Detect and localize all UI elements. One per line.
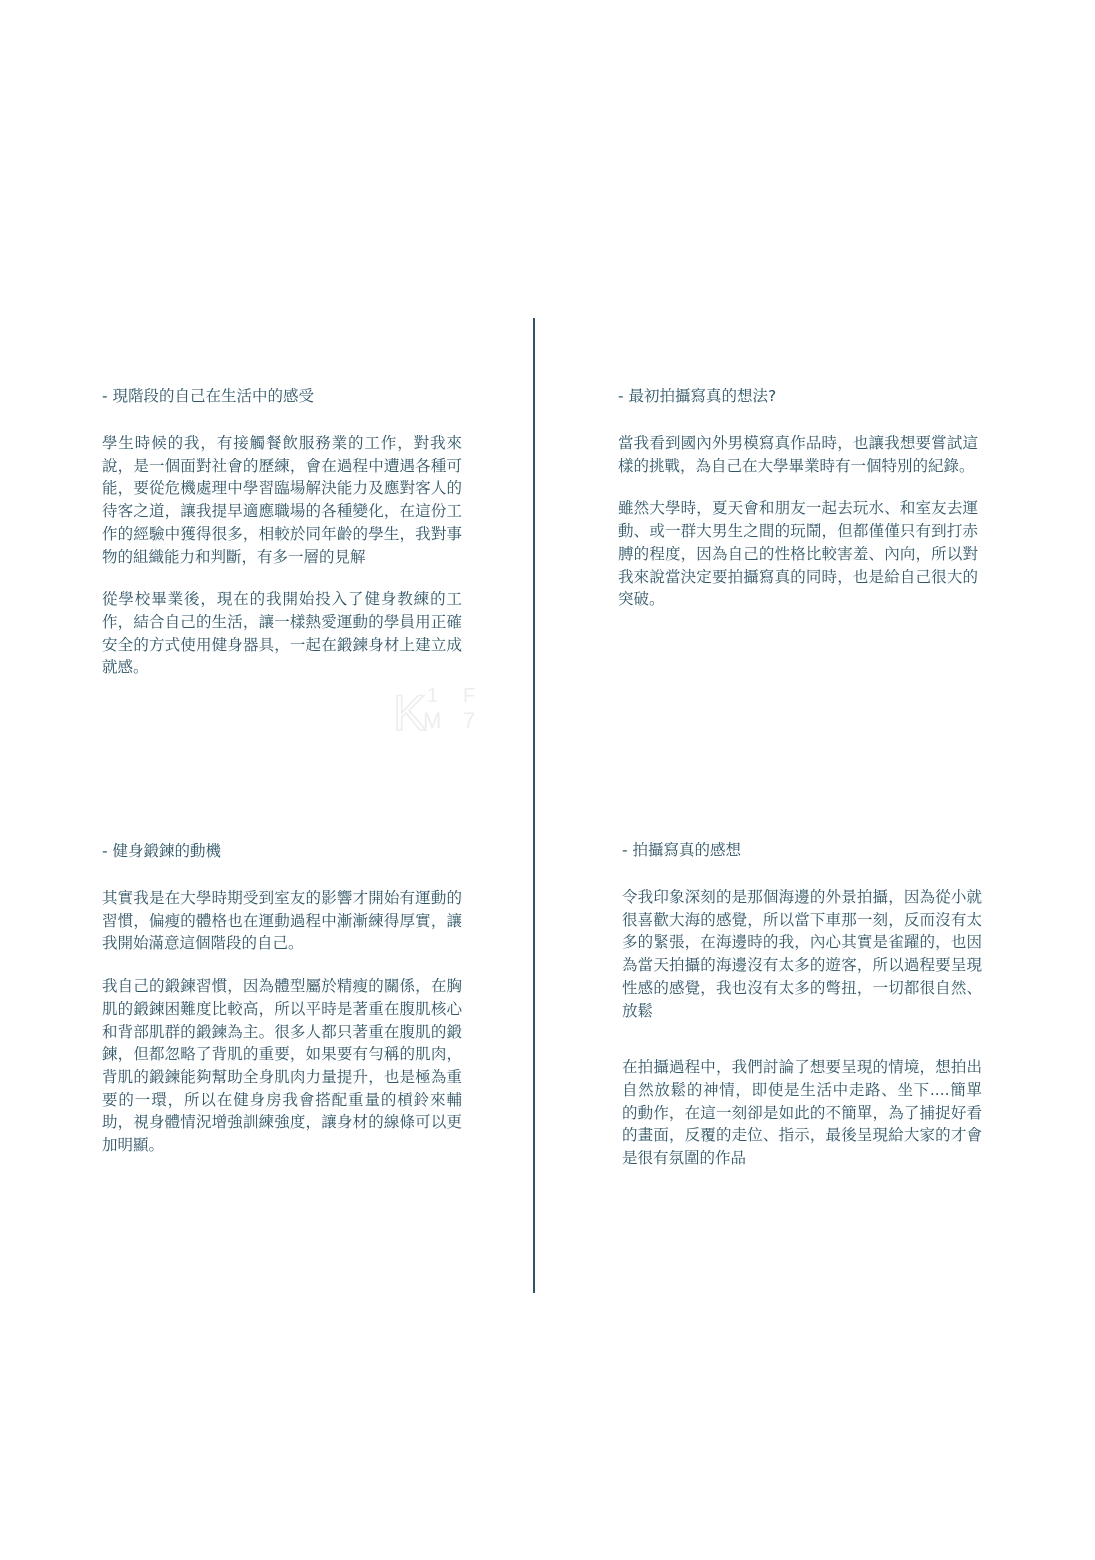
center-divider-line bbox=[533, 318, 535, 1293]
watermark-letter-f: F bbox=[463, 685, 476, 707]
section-heading: - 健身鍛鍊的動機 bbox=[102, 842, 222, 860]
section-paragraph: 從學校畢業後，現在的我開始投入了健身教練的工作，結合自己的生活，讓一樣熱愛運動的學員用正確安全的方式使用健身器具，一起在鍛鍊身材上建立成就感。 bbox=[102, 590, 462, 677]
section-shoot-reflections bbox=[622, 840, 982, 1190]
section-current-feelings bbox=[102, 386, 462, 699]
section-paragraph: 其實我是在大學時期受到室友的影響才開始有運動的習慣，偏瘦的體格也在運動過程中漸漸練得厚實，讓我開始滿意這個階段的自己。 bbox=[102, 889, 462, 953]
section-heading: - 現階段的自己在生活中的感受 bbox=[102, 387, 315, 405]
watermark-letter-k: K bbox=[393, 685, 427, 734]
section-initial-idea bbox=[618, 386, 978, 631]
watermark-letter-m: M bbox=[423, 708, 442, 733]
section-heading: - 最初拍攝寫真的想法? bbox=[618, 387, 777, 405]
section-paragraph: 我自己的鍛鍊習慣，因為體型屬於精瘦的關係，在胸肌的鍛鍊困難度比較高，所以平時是著重在腹肌核心和背部肌群的鍛鍊為主。很多人都只著重在腹肌的鍛鍊，但都忽略了背肌的重要，如果要有勻稱的肌肉，背肌的鍛鍊能夠幫助全身肌肉力量提升，也是極為重要的一環，所以在健身房我會搭配重量的槓鈴來輔助，視身體情況增強訓練強度，讓身材的線條可以更加明顯。 bbox=[102, 977, 462, 1155]
watermark-digit-1: 1 bbox=[427, 685, 439, 707]
section-fitness-motivation bbox=[102, 841, 462, 1177]
section-paragraph: 在拍攝過程中，我們討論了想要呈現的情境，想拍出自然放鬆的神情，即使是生活中走路、坐下....簡單的動作，在這一刻卻是如此的不簡單，為了捕捉好看的畫面，反覆的走位、指示，最後呈現給大家的才會是很有氛圍的作品 bbox=[622, 1058, 982, 1168]
section-paragraph: 學生時候的我，有接觸餐飲服務業的工作，對我來說，是一個面對社會的歷練，會在過程中遭遇各種可能，要從危機處理中學習臨場解決能力及應對客人的待客之道，讓我提早適應職場的各種變化，在這份工作的經驗中獲得很多，相較於同年齡的學生，我對事物的組織能力和判斷，有多一層的見解 bbox=[102, 434, 462, 566]
watermark-logo bbox=[393, 682, 485, 734]
section-paragraph: 當我看到國內外男模寫真作品時，也讓我想要嘗試這樣的挑戰，為自己在大學畢業時有一個特別的紀錄。 bbox=[618, 434, 978, 475]
section-paragraph: 令我印象深刻的是那個海邊的外景拍攝，因為從小就很喜歡大海的感覺，所以當下車那一刻，反而沒有太多的緊張，在海邊時的我，內心其實是雀躍的，也因為當天拍攝的海邊沒有太多的遊客，所以過程要呈現性感的感覺，我也沒有太多的彆扭，一切都很自然、放鬆 bbox=[622, 888, 982, 1020]
watermark-digit-7: 7 bbox=[463, 708, 476, 733]
section-heading: - 拍攝寫真的感想 bbox=[622, 841, 742, 859]
section-paragraph: 雖然大學時，夏天會和朋友一起去玩水、和室友去運動、或一群大男生之間的玩鬧，但都僅僅只有到打赤膊的程度，因為自己的性格比較害羞、內向，所以對我來說當決定要拍攝寫真的同時，也是給自己很大的突破。 bbox=[618, 499, 978, 609]
